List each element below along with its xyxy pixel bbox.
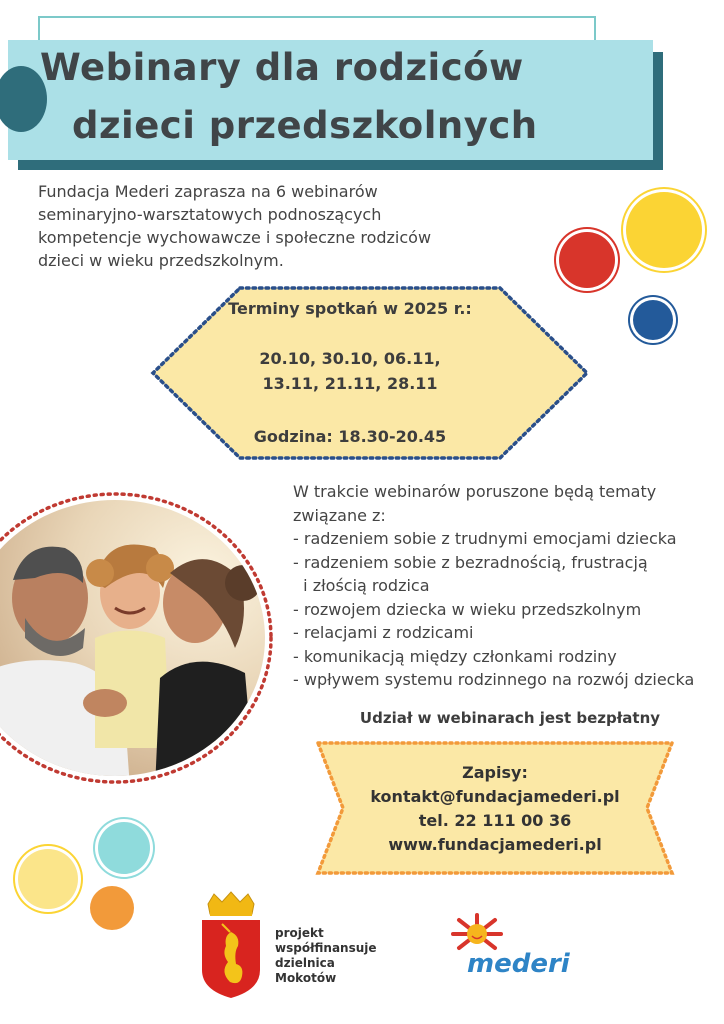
- topic-item: i złością rodzica: [293, 576, 430, 595]
- contact-heading: Zapisy:: [462, 763, 528, 782]
- sponsor-line: współfinansuje: [275, 941, 377, 955]
- schedule-time: Godzina: 18.30-20.45: [253, 427, 447, 446]
- mederi-logo-wordmark: mederi: [467, 949, 570, 979]
- red-circle-decoration: [559, 232, 615, 288]
- contact-email-link[interactable]: kontakt@fundacjamederi.pl: [370, 787, 620, 806]
- family-photo: [0, 488, 285, 788]
- intro-line: dzieci w wieku przedszkolnym.: [38, 251, 284, 270]
- topic-item: - wpływem systemu rodzinnego na rozwój dziecka: [293, 670, 695, 689]
- contact-ribbon: [315, 740, 675, 876]
- orange-circle-decoration: [90, 886, 134, 930]
- topic-item: - komunikacją między członkami rodziny: [293, 646, 617, 666]
- schedule-dates-line-2: 13.11, 21.11, 28.11: [262, 374, 438, 393]
- topic-item: - relacjami z rodzicami: [293, 623, 474, 642]
- sponsor-line: projekt: [275, 926, 324, 940]
- page-title-line-2: dzieci przedszkolnych: [72, 104, 538, 147]
- intro-line: Fundacja Mederi zaprasza na 6 webinarów: [38, 182, 378, 201]
- sponsor-line: Mokotów: [275, 971, 337, 985]
- topics-intro-line-2: związane z:: [293, 505, 386, 525]
- sponsor-text: [275, 926, 377, 986]
- warsaw-coat-of-arms-logo: [200, 890, 262, 1000]
- teal-circle-decoration: [98, 822, 150, 874]
- yellow-circle-decoration: [18, 849, 78, 909]
- intro-line: seminaryjno-warsztatowych podnoszących: [38, 205, 382, 224]
- topics-intro-line-1: W trakcie webinarów poruszone będą tematy: [293, 482, 657, 501]
- free-participation-note: Udział w webinarach jest bezpłatny: [359, 709, 661, 727]
- topic-item: - radzeniem sobie z trudnymi emocjami dziecka: [293, 529, 677, 548]
- topics-list: [293, 480, 713, 692]
- yellow-circle-decoration: [626, 192, 702, 268]
- page-title-line-1: Webinary dla rodziców: [40, 46, 524, 89]
- intro-paragraph: [38, 180, 518, 272]
- sponsor-line: dzielnica: [275, 956, 335, 970]
- intro-line: kompetencje wychowawcze i społeczne rodziców: [38, 228, 432, 247]
- blue-circle-decoration: [633, 300, 673, 340]
- topic-item: - rozwojem dziecka w wieku przedszkolnym: [293, 599, 642, 619]
- topic-item: - radzeniem sobie z bezradnością, frustracją: [293, 552, 648, 572]
- contact-website-link[interactable]: www.fundacjamederi.pl: [388, 835, 602, 854]
- schedule-dates-line-1: 20.10, 30.10, 06.11,: [259, 349, 441, 368]
- contact-phone[interactable]: tel. 22 111 00 36: [418, 811, 572, 830]
- schedule-heading: Terminy spotkań w 2025 r.:: [228, 299, 472, 318]
